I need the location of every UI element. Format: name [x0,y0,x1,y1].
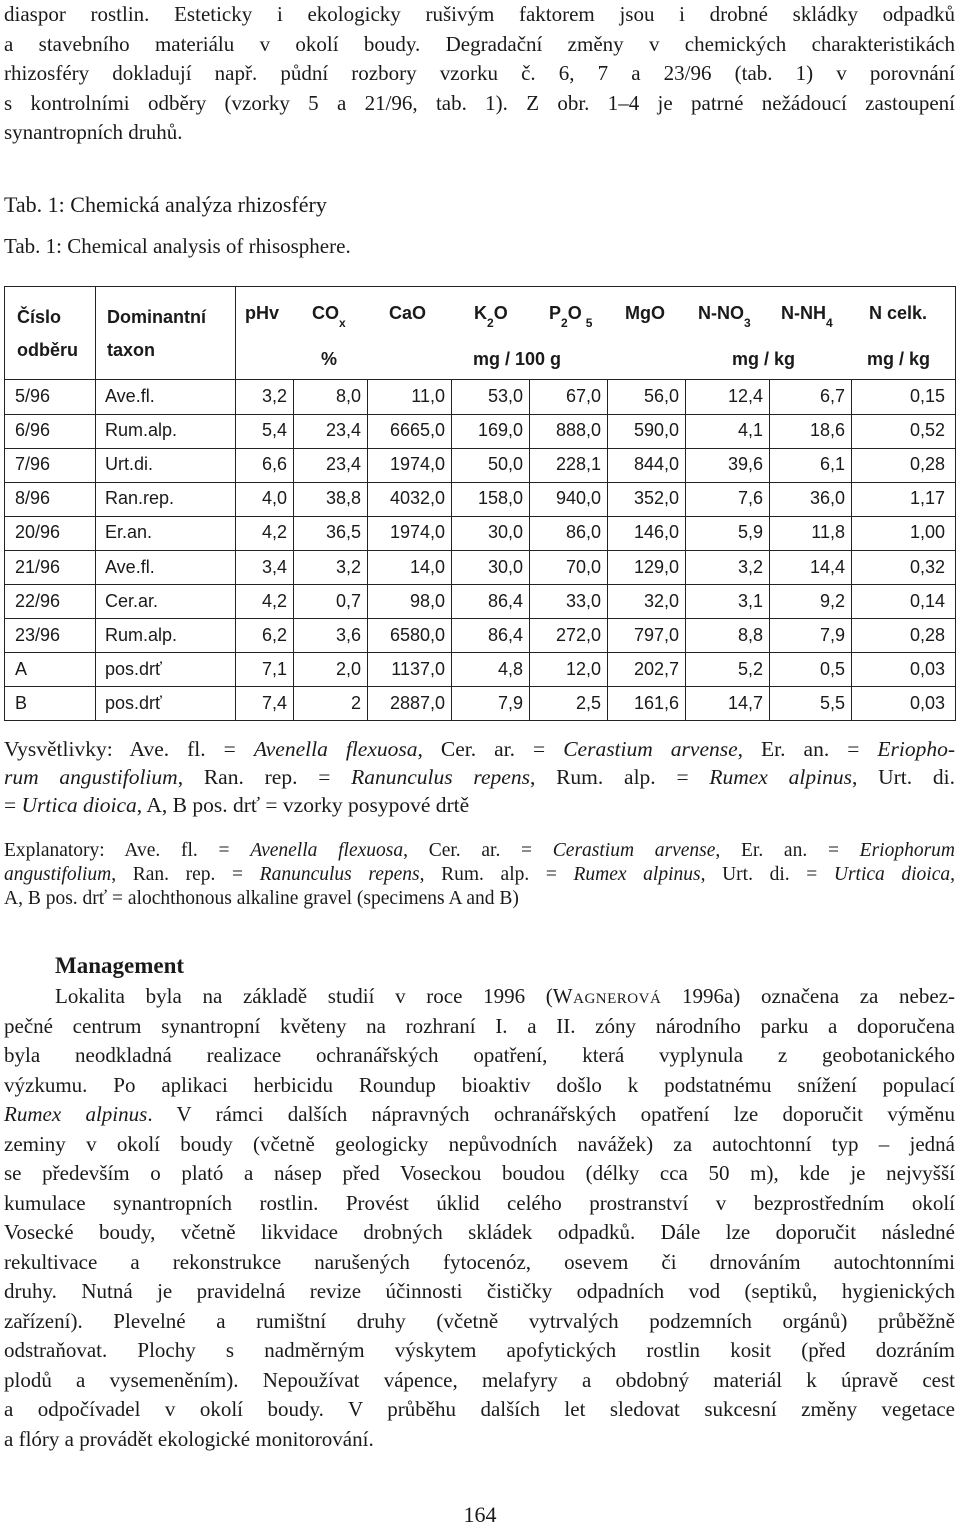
cell-value: 3,1 [737,590,763,611]
intro-line: synantropních druhů. [4,120,183,144]
header-nno-text: N-NO [698,303,744,323]
cell-value: 86,4 [487,624,523,645]
cell-value: 8,0 [335,386,361,406]
legend-text: , Cer. ar. = [403,840,553,861]
header-co-text: CO [312,303,339,323]
cell-sample-id: B [15,692,28,713]
cell-value: 23,4 [325,454,361,475]
cell-value: 5,2 [737,658,763,679]
row-divider [5,482,955,483]
cell-value: 98,0 [409,590,445,611]
header-ncelk: N celk. [869,303,928,323]
header-nnh-text: N-NH [781,303,826,323]
header-nnh-sub: 4 [826,316,833,330]
header-divider [5,379,955,380]
management-paragraph [4,982,955,1454]
cell-value: 0,14 [909,590,945,611]
cell-value: 86,4 [487,590,523,611]
cell-sample-id: 21/96 [15,556,61,577]
management-line: výzkumu. Po aplikaci herbicidu Roundup bioaktiv došlo k podstatnému snížení populací [4,1072,955,1097]
legend-text: = [4,793,22,817]
row-divider [5,516,955,517]
cell-value: 3,2 [737,556,763,577]
legend-text: , Rum. alp. = [529,765,710,789]
cell-value: 4,2 [261,522,287,543]
cell-sample-id: 20/96 [15,522,61,543]
cell-value: 32,0 [643,590,679,611]
cell-value: 169,0 [477,420,523,441]
row-divider [5,584,955,585]
legend-en-line: A, B pos. drť = alochthonous alkaline gravel (specimens A and B) [4,888,519,909]
author-name: Wagnerová [552,984,662,1008]
header-taxon: taxon [107,340,156,360]
header-p2o5 [549,303,593,330]
management-line: Vosecké boudy, včetně likvidace drobných skládek odpadků. Dále lze doporučit následné [4,1220,955,1244]
col-divider [769,380,770,720]
management-text: 1996a) označena za nebez- [661,984,956,1008]
header-co-sub: x [339,316,346,330]
management-text: . V rámci dalších nápravných ochranářských opatření lze doporučit výměnu [147,1102,955,1126]
header-nnh4 [781,303,833,330]
legend-cz [4,735,955,819]
cell-value: 6,7 [819,386,845,406]
cell-value: 4,2 [261,590,287,611]
cell-value: 23,4 [325,420,361,441]
legend-text: , Ran. rep. = [111,864,260,885]
unit-mg-kg: mg / kg [732,349,796,369]
col-divider [451,380,452,720]
legend-cz-line [4,763,955,791]
legend-cz-line [4,735,955,763]
header-cao: CaO [389,303,427,323]
cell-value: 2887,0 [389,692,445,713]
row-divider [5,550,955,551]
cell-value: 6,1 [819,454,845,475]
cell-value: 0,28 [909,454,945,475]
cell-sample-id: A [15,658,28,679]
management-line: zařízení). Plevelné a rumištní druhy (včetně vytrvalých podzemních orgánů) průběžně [4,1308,955,1333]
header-p-text: P [549,303,562,323]
row-divider [5,618,955,619]
cell-value: 36,0 [809,488,845,509]
cell-value: 844,0 [633,454,679,475]
cell-value: 50,0 [487,454,523,475]
row-divider [5,652,955,653]
header-k2o [474,303,508,330]
legend-species: Ranunculus repens [351,765,530,789]
management-line [4,1100,955,1130]
header-phv: pHv [245,303,280,323]
cell-taxon: Er.an. [105,522,153,543]
management-line: plodů a vysemeněním). Nepoužívat vápence, melafyry a obdobný materiál k úpravě cest [4,1367,955,1392]
header-dominantni: Dominantní [107,307,206,327]
cell-value: 0,03 [909,692,945,713]
cell-value: 14,7 [727,692,763,713]
legend-text: Explanatory: Ave. fl. = [4,840,251,861]
cell-value: 53,0 [487,386,523,406]
col-divider [685,380,686,720]
cell-value: 6665,0 [389,420,445,441]
legend-species: Ranunculus repens [259,864,420,885]
cell-value: 888,0 [555,420,601,441]
row-divider [5,414,955,415]
cell-value: 11,0 [411,386,445,406]
cell-value: 9,2 [819,590,845,611]
col-divider [367,380,368,720]
cell-value: 7,6 [737,488,763,509]
cell-value: 146,0 [633,522,679,543]
cell-value: 2,5 [575,692,601,713]
header-mgo: MgO [625,303,665,323]
cell-value: 1,00 [909,522,945,543]
cell-value: 3,2 [335,556,361,577]
cell-value: 14,4 [809,556,845,577]
legend-text: , [950,864,956,885]
management-line: zeminy v okolí boudy (včetně geologicky nepůvodních navážek) za autochtonní typ – jedná [4,1131,955,1156]
cell-sample-id: 6/96 [15,420,51,441]
unit-mg-kg-ncelk: mg / kg [867,349,931,369]
col-divider [529,380,530,720]
cell-value: 4,8 [497,658,523,679]
col-divider [95,287,96,720]
header-p-sub2: 5 [585,316,593,330]
legend-cz-line [4,791,955,819]
cell-value: 1974,0 [389,522,445,543]
cell-value: 5,9 [737,522,763,543]
legend-species: Eriophorum [859,840,956,861]
cell-value: 5,5 [819,692,845,713]
cell-value: 18,6 [809,420,845,441]
header-co [312,303,346,330]
cell-value: 0,32 [909,556,945,577]
cell-value: 0,52 [909,420,945,441]
table-caption-cz: Tab. 1: Chemická analýza rhizosféry [4,192,327,217]
header-k-text: K [474,303,487,323]
cell-value: 67,0 [565,386,601,406]
cell-value: 3,2 [261,386,287,406]
cell-value: 1974,0 [389,454,445,475]
intro-line: diaspor rostlin. Esteticky i ekologicky rušivým faktorem jsou i drobné skládky odpadků [4,2,955,26]
management-line: druhy. Nutná je pravidelná revize účinnosti čističky odpadních vod (septiků, hygienických [4,1279,955,1303]
legend-species: angustifolium [4,864,112,885]
cell-taxon: Ave.fl. [105,386,155,406]
intro-line: s kontrolními odběry (vzorky 5 a 21/96, tab. 1). Z obr. 1–4 je patrné nežádoucí zastoupení [4,90,955,115]
cell-value: 2 [350,692,361,713]
cell-sample-id: 23/96 [15,624,61,645]
header-p-sub: 2 [561,316,568,330]
cell-value: 4,0 [261,488,287,509]
management-line [4,982,955,1012]
cell-value: 86,0 [565,522,601,543]
cell-sample-id: 22/96 [15,590,61,611]
header-odberu: odběru [17,340,78,360]
management-line: rekultivace a rekonstrukce narušených fytocenóz, osevem či drnováním autochtonními [4,1249,955,1274]
cell-value: 352,0 [633,488,679,509]
legend-text: , Er. an. = [715,840,860,861]
cell-value: 272,0 [555,624,601,645]
page-number: 164 [463,1502,497,1527]
cell-value: 30,0 [487,556,523,577]
row-divider [5,448,955,449]
cell-value: 1137,0 [391,658,445,679]
intro-line: a stavebního materiálu v okolí boudy. Degradační změny v chemických charakteristikách [4,31,955,56]
management-line: odstraňovat. Plochy s nadměrným výskytem apofytických rostlin kosit (před dozráním [4,1338,955,1362]
cell-value: 6,6 [261,454,287,475]
cell-sample-id: 5/96 [15,386,51,406]
cell-taxon: Rum.alp. [105,420,178,441]
legend-species: Urtica dioica [833,864,951,885]
legend-text: , A, B pos. drť = vzorky posypové drtě [136,793,470,817]
cell-value: 14,0 [409,556,445,577]
cell-sample-id: 7/96 [15,454,51,475]
cell-value: 202,7 [633,658,679,679]
legend-species: Avenella flexuosa [253,737,418,761]
header-nno-sub: 3 [744,316,751,330]
header-p-o: O [567,303,582,323]
cell-value: 4,1 [737,420,763,441]
cell-value: 3,4 [261,556,287,577]
cell-value: 7,9 [497,692,523,713]
cell-value: 797,0 [633,624,679,645]
cell-value: 30,0 [487,522,523,543]
header-k-sub: 2 [487,316,494,330]
legend-species: Rumex alpinus [709,765,852,789]
col-divider [235,287,236,720]
cell-value: 3,6 [335,624,361,645]
legend-text: , Cer. ar. = [417,737,564,761]
cell-taxon: Cer.ar. [105,590,159,611]
legend-text: , Rum. alp. = [419,864,574,885]
chemical-analysis-table [4,286,956,721]
management-line: se především o plató a násep před Voseckou boudou (délky cca 50 m), kde je nejvyšší [4,1161,955,1185]
cell-value: 4032,0 [389,488,445,509]
col-divider [851,380,852,720]
cell-value: 7,4 [261,692,287,713]
header-cislo: Číslo [17,307,62,327]
legend-species: rum angustifolium [4,765,178,789]
cell-value: 12,0 [565,658,601,679]
header-nno3 [698,303,751,330]
management-line: a odpočívadel v okolí boudy. V průběhu dalších let sledovat sukcesní změny vegetace [4,1397,955,1421]
legend-species: Eriopho- [877,737,956,761]
cell-value: 11,8 [811,522,845,543]
cell-sample-id: 8/96 [15,488,51,509]
management-text: Lokalita byla na základě studií v roce 1996 ( [55,984,553,1008]
species-name: Rumex alpinus [4,1102,148,1126]
cell-taxon: pos.drť [105,658,162,679]
management-line: kumulace synantropních rostlin. Provést úklid celého prostranství v bezprostředním okolí [4,1190,955,1215]
legend-text: , Urt. di. = [700,864,834,885]
cell-value: 33,0 [565,590,601,611]
cell-value: 12,4 [727,386,763,406]
cell-value: 129,0 [633,556,679,577]
management-line: pečné centrum synantropní květeny na rozhraní I. a II. zóny národního parku a doporučena [4,1013,955,1038]
cell-value: 7,9 [819,624,845,645]
cell-value: 36,5 [325,522,361,543]
cell-value: 7,1 [261,658,287,679]
unit-percent: % [321,349,338,369]
cell-taxon: Urt.di. [105,454,154,475]
cell-value: 228,1 [555,454,601,475]
unit-mg-100g: mg / 100 g [473,349,562,369]
cell-value: 940,0 [555,488,601,509]
cell-value: 0,7 [335,590,361,611]
section-title-management: Management [55,953,185,978]
legend-species: Rumex alpinus [573,864,701,885]
legend-text: Vysvětlivky: Ave. fl. = [4,737,254,761]
cell-value: 5,4 [261,420,287,441]
legend-species: Cerastium arvense [563,737,738,761]
cell-value: 0,15 [909,386,945,406]
cell-value: 0,5 [819,658,845,679]
legend-text: , Ran. rep. = [177,765,352,789]
col-divider [607,380,608,720]
cell-value: 1,17 [909,488,945,509]
legend-en [4,839,955,911]
cell-taxon: Ave.fl. [105,556,155,577]
intro-paragraph [4,0,955,148]
legend-species: Avenella flexuosa [250,840,404,861]
cell-taxon: Rum.alp. [105,624,178,645]
cell-value: 56,0 [643,386,679,406]
legend-text: , Er. an. = [737,737,878,761]
cell-value: 6580,0 [389,624,445,645]
table-caption-en: Tab. 1: Chemical analysis of rhisosphere. [4,234,351,258]
legend-species: Cerastium arvense [552,840,716,861]
legend-species: Urtica dioica [21,793,137,817]
cell-value: 70,0 [565,556,601,577]
cell-value: 39,6 [727,454,763,475]
legend-en-line [4,863,955,887]
cell-value: 2,0 [335,658,361,679]
cell-taxon: pos.drť [105,692,162,713]
intro-line: rhizosféry dokladují např. půdní rozbory vzorku č. 6, 7 a 23/96 (tab. 1) v porovnání [4,61,955,85]
cell-value: 0,28 [909,624,945,645]
management-line: byla neodkladná realizace ochranářských opatření, která vyplynula z geobotanického [4,1043,955,1067]
cell-value: 161,6 [633,692,679,713]
legend-en-line [4,839,955,863]
cell-value: 6,2 [261,624,287,645]
cell-value: 8,8 [737,624,763,645]
cell-taxon: Ran.rep. [105,488,175,509]
cell-value: 590,0 [633,420,679,441]
cell-value: 38,8 [325,488,361,509]
cell-value: 158,0 [477,488,523,509]
header-k-o: O [493,303,508,323]
col-divider [293,380,294,720]
management-line: a flóry a provádět ekologické monitorování. [4,1426,374,1451]
row-divider [5,686,955,687]
cell-value: 0,03 [909,658,945,679]
legend-text: , Urt. di. [851,765,956,789]
